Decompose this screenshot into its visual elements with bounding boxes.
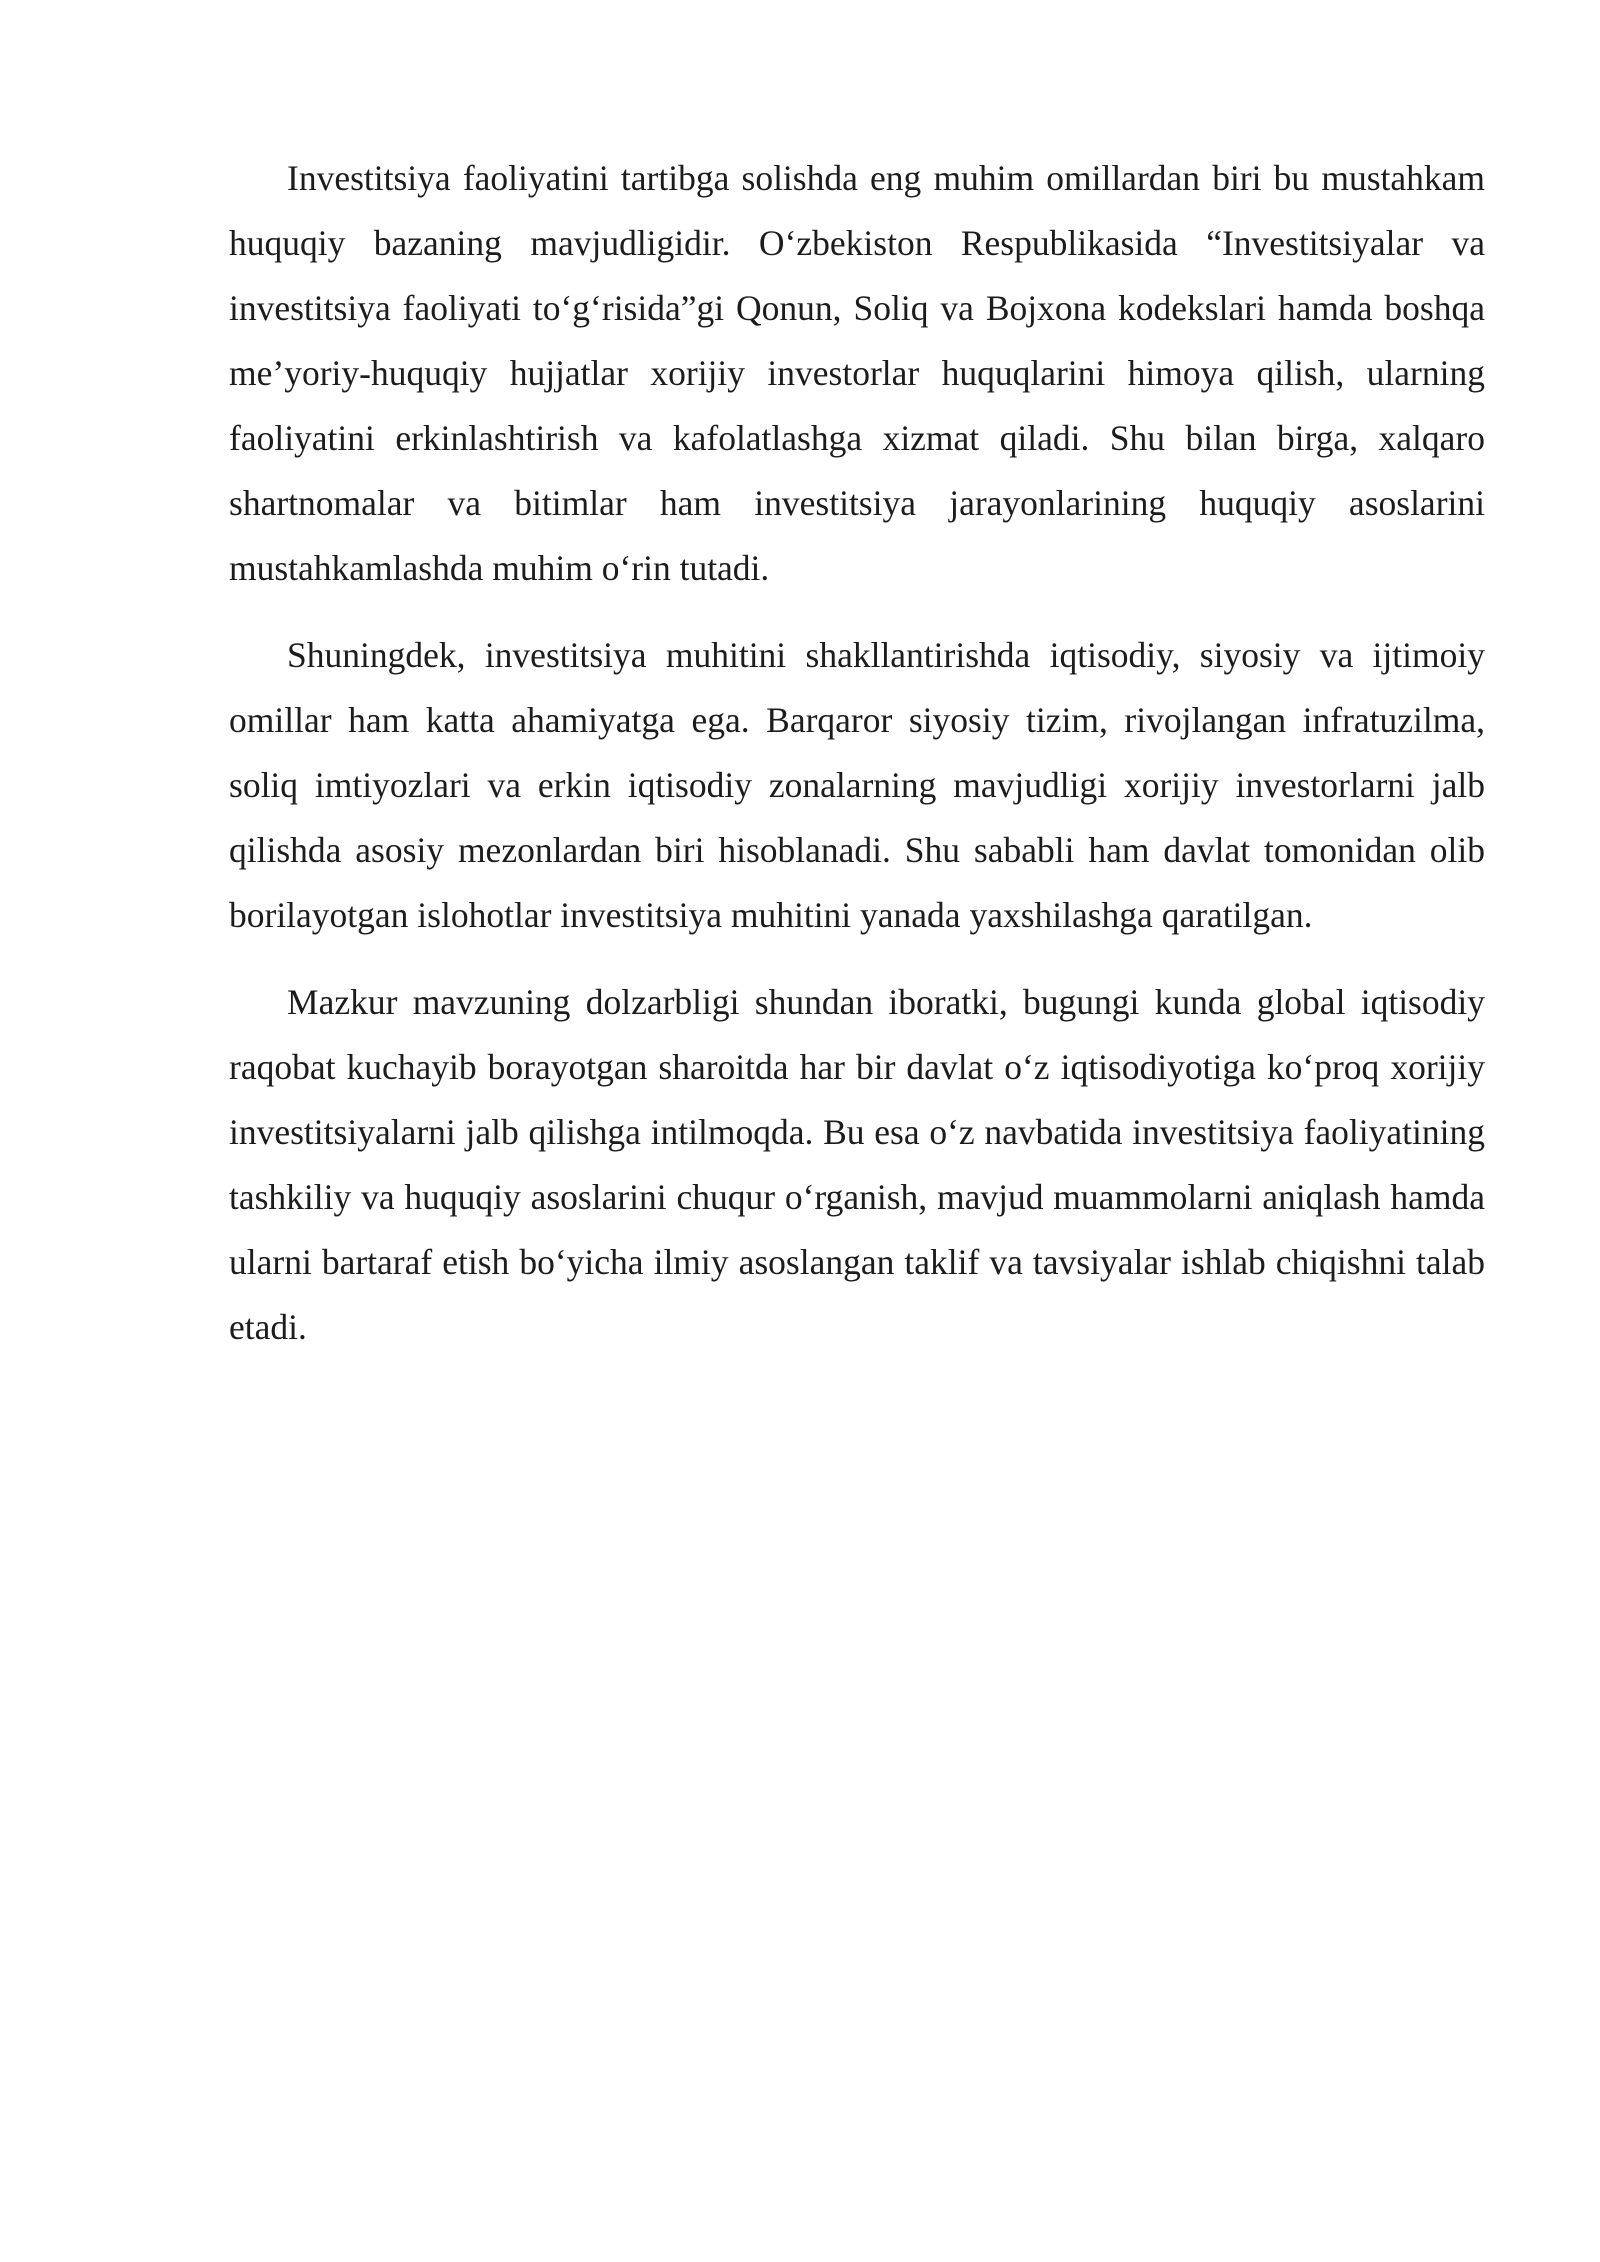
paragraph-legal-framework: Investitsiya faoliyatini tartibga solishda eng muhim omillardan biri bu mustahkam huquqiy bazaning mavjudligidir. O‘zbekiston Respublikasida “Investitsiyalar va investitsiya faoliyati to‘g‘risida”gi Qonun, Soliq va Bojxona kodekslari hamda boshqa me’yoriy-huquqiy hujjatlar xorijiy investorlar huquqlarini himoya qilish, ularning faoliyatini erkinlashtirish va kafolatlashga xizmat qiladi. Shu bilan birga, xalqaro shartnomalar va bitimlar ham investitsiya jarayonlarining huquqiy asoslarini mustahkamlashda muhim o‘rin tutadi. [229, 158, 1485, 588]
document-body [229, 146, 1485, 1382]
paragraph-topic-relevance: Mazkur mavzuning dolzarbligi shundan iboratki, bugungi kunda global iqtisodiy raqobat kuchayib borayotgan sharoitda har bir davlat o‘z iqtisodiyotiga ko‘proq xorijiy investitsiyalarni jalb qilishga intilmoqda. Bu esa o‘z navbatida investitsiya faoliyatining tashkiliy va huquqiy asoslarini chuqur o‘rganish, mavjud muammolarni aniqlash hamda ularni bartaraf etish bo‘yicha ilmiy asoslangan taklif va tavsiyalar ishlab chiqishni talab etadi. [229, 982, 1485, 1347]
paragraph-investment-climate: Shuningdek, investitsiya muhitini shakllantirishda iqtisodiy, siyosiy va ijtimoiy omillar ham katta ahamiyatga ega. Barqaror siyosiy tizim, rivojlangan infratuzilma, soliq imtiyozlari va erkin iqtisodiy zonalarning mavjudligi xorijiy investorlarni jalb qilishda asosiy mezonlardan biri hisoblanadi. Shu sababli ham davlat tomonidan olib borilayotgan islohotlar investitsiya muhitini yanada yaxshilashga qaratilgan. [229, 635, 1485, 935]
